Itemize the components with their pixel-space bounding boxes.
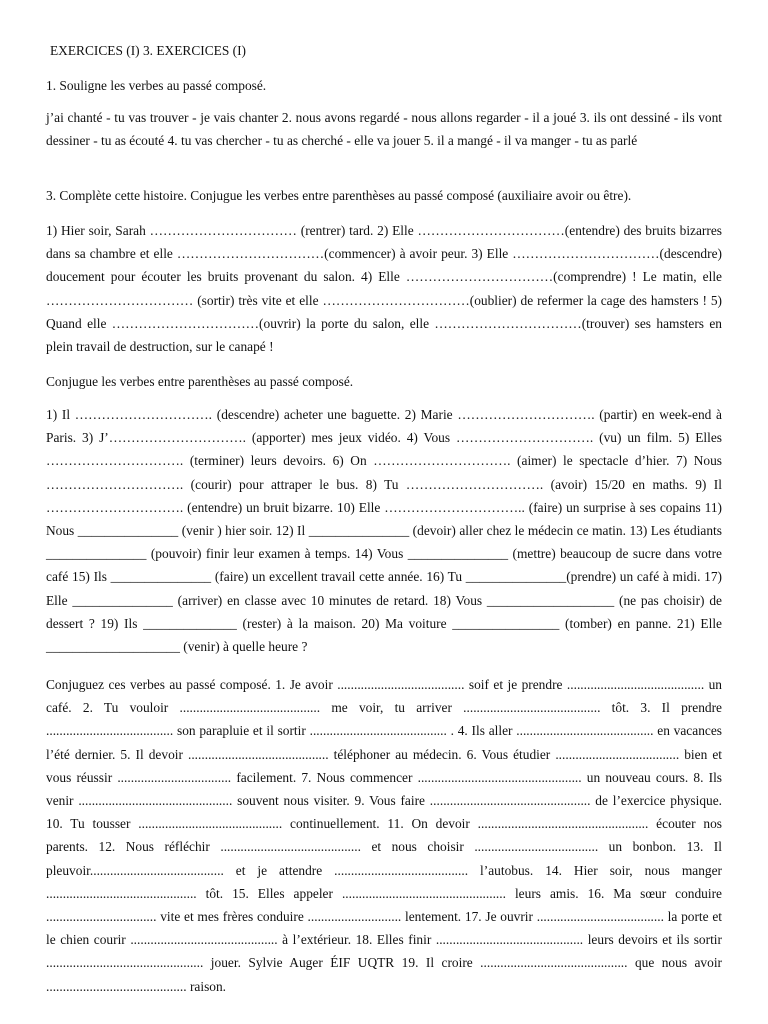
section3-exercise-text: 1) Il …………………………. (descendre) acheter une baguette. 2) Marie …………………………. (partir) en week-end à Paris. 3) J’…………………………. (apporter) mes jeux vidéo. 4) Vous …………………………. (vu) un film. 5) Elles …………………………. (terminer) leurs devoirs. 6) On …………………………. (aimer) le spectacle d’hier. 7) Nous …………………………. (courir) pour attraper le bus. 8) Tu …………………………. (avoir) 15/20 en maths. 9) Il …………………………. (entendre) un bruit bizarre. 10) Elle ………………………….. (faire) un surprise à ses copains 11) Nous _______________ (venir ) hier soir. 12) Il _______________ (devoir) aller chez le médecin ce matin. 13) Les étudiants _______________ (pouvoir) finir leur examen à temps. 14) Vous _______________ (mettre) beaucoup de sucre dans votre café 15) Ils _______________ (faire) un excellent travail cette année. 16) Tu _______________(prendre) un café à midi. 17) Elle _______________ (arriver) en classe avec 10 minutes de retard. 18) Vous ___________________ (ne pas choisir) de dessert ? 19) Ils ______________ (rester) à la maison. 20) Ma voiture ________________ (tomber) en panne. 21) Elle ____________________ (venir) à quelle heure ? xyxy=(46,407,722,655)
page-title: EXERCICES (I) 3. EXERCICES (I) xyxy=(50,43,247,58)
section2-story-text: 1) Hier soir, Sarah …………………………… (rentrer) tard. 2) Elle ……………………………(entendre) des bruits bizarres dans sa chambre et elle ……………………………(commencer) à avoir peur. 3) Elle ……………………………(descendre) doucement pour écouter les bruits provenant du salon. 4) Elle ……………………………(comprendre) ! Le matin, elle …………………………… (sortir) très vite et elle ……………………………(oublier) de refermer la cage des hamsters ! 5) Quand elle ……………………………(ouvrir) la porte du salon, elle ……………………………(trouver) ses hamsters en plein travail de destruction, sur le canapé ! xyxy=(46,223,722,355)
section3-heading: Conjugue les verbes entre parenthèses au passé composé. xyxy=(46,374,354,389)
section2-heading: 3. Complète cette histoire. Conjugue les verbes entre parenthèses au passé composé (auxiliaire avoir ou être). xyxy=(46,188,632,203)
section1-exercise-text: j’ai chanté - tu vas trouver - je vais chanter 2. nous avons regardé - nous allons regarder - il a joué 3. ils ont dessiné - ils vont dessiner - tu as écouté 4. tu vas chercher - tu as cherché - elle va jouer 5. il a mangé - il va manger - tu as parlé xyxy=(46,110,722,149)
section4-exercise-text: Conjuguez ces verbes au passé composé. 1. Je avoir ...................................... soif et je prendre ......................................... un café. 2. Tu vouloir .......................................... me voir, tu arriver ......................................... tôt. 3. Il prendre ...................................... son parapluie et il sortir ......................................... . 4. Ils aller ......................................... en vacances l’été dernier. 5. Il devoir .......................................... téléphoner au médecin. 6. Vous étudier ..................................... bien et vous réussir .................................. facilement. 7. Nous commencer ................................................. un nouveau cours. 8. Ils venir .............................................. souvent nous visiter. 9. Vous faire ................................................ de l’exercice physique. 10. Tu tousser ........................................... continuellement. 11. On devoir ................................................... écouter nos parents. 12. Nous réfléchir .......................................... et nous choisir ..................................... un bonbon. 13. Il pleuvoir........................................ et je attendre ........................................ l’autobus. 14. Hier soir, nous manger ............................................. tôt. 15. Elles appeler ................................................. leurs amis. 16. Ma sœur conduire ................................. vite et mes frères conduire ............................ lentement. 17. Je ouvrir ...................................... la porte et le chien courir ............................................ à l’extérieur. 18. Elles finir ............................................ leurs devoirs et ils sortir ............................................... jouer. Sylvie Auger ÉIF UQTR 19. Il croire ............................................ que nous avoir .......................................... raison. xyxy=(46,677,722,994)
section1-heading: 1. Souligne les verbes au passé composé. xyxy=(46,78,267,93)
